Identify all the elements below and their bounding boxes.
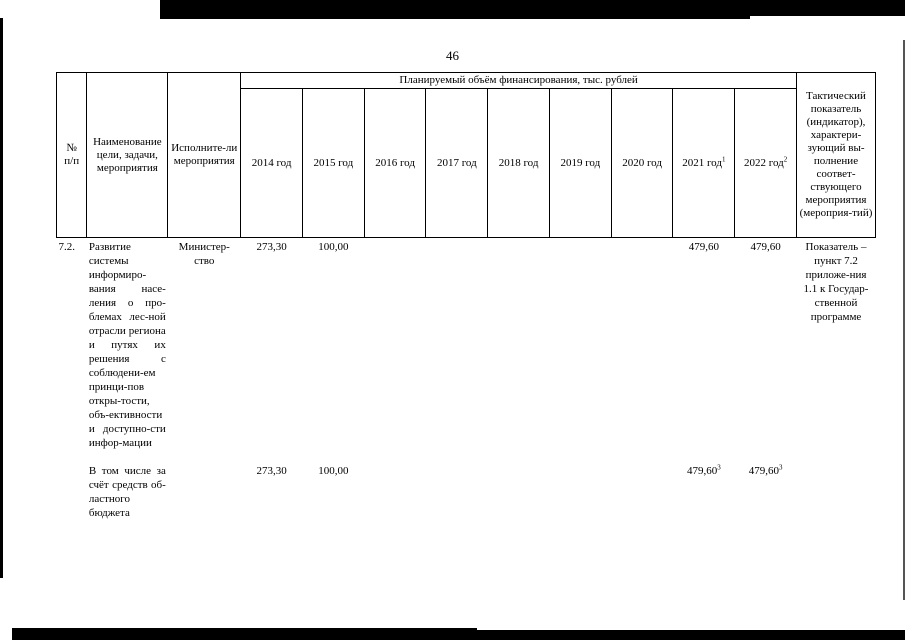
header-funding-group: Планируемый объём финансирования, тыс. рублей (241, 73, 797, 89)
row-value: 479,60 (750, 241, 781, 253)
row-indicator: Показатель – пункт 7.2 приложе-ния 1.1 к Государ-ственной программе (803, 241, 869, 323)
row-executor: Министер-ство (178, 241, 230, 267)
row-name: Развитие системы информиро-вания насе-ления о про-блемах лес-ной отрасли региона и путях их решения с соблюдени-ем принци-пов откры-тости, объ-ективности и доступно-сти инфор-мации (88, 241, 166, 449)
row-value (426, 462, 488, 522)
header-year: 2019 год (549, 89, 611, 238)
row-value: 479,60 (688, 241, 719, 253)
financing-table (56, 72, 876, 522)
header-year: 2015 год (302, 89, 364, 238)
row-value: 100,00 (318, 241, 349, 253)
header-year: 2018 год (488, 89, 550, 238)
row-value (426, 238, 488, 453)
row-num (57, 462, 87, 522)
row-value (488, 462, 550, 522)
row-value (364, 238, 426, 453)
page-number: 46 (446, 48, 459, 63)
header-year: 2014 год (241, 89, 303, 238)
table-row (57, 462, 876, 522)
header-executor: Исполните-ли мероприятия (168, 73, 241, 238)
header-year: 2021 год$^1$ (673, 89, 735, 238)
row-value (549, 462, 611, 522)
scan-top-border (160, 0, 905, 16)
scan-top-border-thin (160, 16, 750, 19)
row-value (488, 238, 550, 453)
row-indicator (797, 462, 876, 522)
row-value (611, 462, 673, 522)
scan-left-edge (0, 18, 3, 578)
row-value: 479,60$^3$ (748, 463, 783, 477)
row-value: 273,30 (256, 241, 287, 253)
row-value (549, 238, 611, 453)
row-name: В том числе за счёт средств об-ластного бюджета (88, 465, 166, 519)
header-year: 2016 год (364, 89, 426, 238)
scan-bottom-border-thin (12, 628, 477, 630)
header-year: 2020 год (611, 89, 673, 238)
row-value: 479,60$^3$ (686, 463, 721, 477)
header-name: Наименование цели, задачи, мероприятия (87, 73, 168, 238)
row-num: 7.2. (58, 241, 75, 253)
header-num: № п/п (57, 73, 87, 238)
scan-bottom-border (12, 630, 905, 640)
header-year: 2017 год (426, 89, 488, 238)
header-indicator: Тактический показатель (индикатор), характери-зующий вы-полнение соответ-ствующего мероприятия (мероприя-тий) (797, 73, 876, 238)
row-value (364, 462, 426, 522)
row-executor (168, 462, 241, 522)
row-value (611, 238, 673, 453)
row-value: 273,30 (256, 465, 287, 477)
row-value: 100,00 (318, 465, 349, 477)
table-row (57, 238, 876, 453)
header-year: 2022 год$^2$ (735, 89, 797, 238)
